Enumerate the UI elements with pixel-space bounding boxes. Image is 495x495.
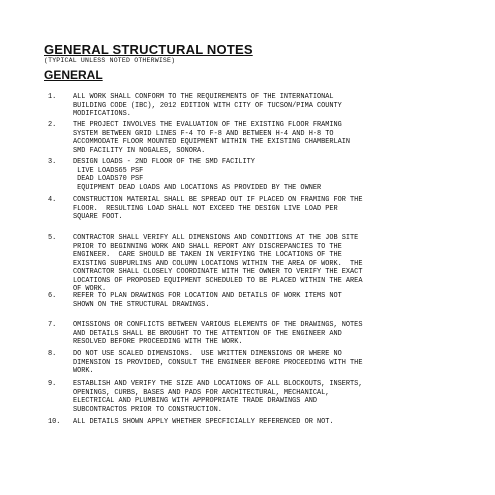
note-text	[73, 418, 423, 427]
note-line: BUILDING CODE (IBC), 2012 EDITION WITH CITY OF TUCSON/PIMA COUNTY	[73, 101, 342, 110]
note-line: AND DETAILS SHALL BE BROUGHT TO THE ATTENTION OF THE ENGINEER AND	[73, 329, 342, 338]
note-line: ACCOMMODATE FLOOR MOUNTED EQUIPMENT WITHIN THE EXISTING CHAMBERLAIN	[73, 138, 351, 146]
note-line: SHOWN ON THE STRUCTURAL DRAWINGS.	[73, 300, 210, 309]
note-line: OF WORK.	[73, 285, 107, 293]
note-line: EXISTING SUBPURLINS AND COLUMN LOCATIONS WITHIN THE AREA OF WORK. THE	[73, 259, 363, 268]
note-number: 7.	[48, 321, 57, 329]
note-number: 2.	[48, 121, 57, 129]
note-line: ALL WORK SHALL CONFORM TO THE REQUIREMENTS OF THE INTERNATIONAL	[73, 93, 334, 101]
note-line: OPENINGS, CURBS, BASES AND PADS FOR ARCHITECTURAL, MECHANICAL,	[73, 388, 330, 397]
note-text	[73, 93, 423, 119]
note-text	[73, 196, 423, 222]
note-line: LOCATIONS OF PROPOSED EQUIPMENT SCHEDULED TO BE PLACED WITHIN THE AREA	[73, 276, 363, 285]
note-line: FLOOR. RESULTING LOAD SHALL NOT EXCEED THE DESIGN LIVE LOAD PER	[73, 204, 338, 213]
note-line: DESIGN LOADS - 2ND FLOOR OF THE SMD FACILITY	[73, 158, 255, 166]
note-line: MODIFICATIONS.	[73, 110, 131, 118]
note-line: EQUIPMENT DEAD LOADS AND LOCATIONS AS PROVIDED BY THE OWNER	[73, 183, 322, 192]
note-line: CONSTRUCTION MATERIAL SHALL BE SPREAD OUT IF PLACED ON FRAMING FOR THE	[73, 196, 363, 204]
page-title: GENERAL STRUCTURAL NOTES	[44, 42, 253, 57]
note-line: SQUARE FOOT.	[73, 213, 123, 221]
note-text	[73, 321, 423, 347]
note-line: CONTRACTOR SHALL CLOSELY COORDINATE WITH THE OWNER TO VERIFY THE EXACT	[73, 268, 363, 276]
note-text	[73, 234, 423, 294]
note-number: 3.	[48, 158, 57, 166]
note-number: 4.	[48, 196, 57, 204]
note-line: ELECTRICAL AND PLUMBING WITH APPROPRIATE TRADE DRAWINGS AND	[73, 397, 317, 405]
note-number: 9.	[48, 380, 57, 388]
note-line: SMD FACILITY IN NOGALES, SONORA.	[73, 146, 206, 155]
note-line: DEAD LOADS70 PSF	[73, 175, 144, 183]
note-text	[73, 121, 423, 155]
note-number: 10.	[48, 418, 61, 426]
page-subtitle: (TYPICAL UNLESS NOTED OTHERWISE)	[44, 57, 176, 64]
note-number: 5.	[48, 234, 57, 242]
note-line: RESOLVED BEFORE PROCEEDING WITH THE WORK.	[73, 338, 243, 346]
note-line: LIVE LOADS65 PSF	[73, 166, 144, 175]
note-line: SYSTEM BETWEEN GRID LINES F-4 TO F-8 AND BETWEEN H-4 AND H-8 TO	[73, 129, 334, 138]
note-text	[73, 292, 423, 309]
note-line: REFER TO PLAN DRAWINGS FOR LOCATION AND DETAILS OF WORK ITEMS NOT	[73, 292, 342, 300]
note-number: 6.	[48, 292, 57, 300]
note-line: ALL DETAILS SHOWN APPLY WHETHER SPECFICIALLY REFERENCED OR NOT.	[73, 418, 334, 426]
note-line: PRIOR TO BEGINNING WORK AND SHALL REPORT ANY DISCREPANCIES TO THE	[73, 242, 342, 251]
section-heading-general: GENERAL	[44, 68, 103, 82]
note-line: WORK.	[73, 367, 94, 375]
note-line: THE PROJECT INVOLVES THE EVALUATION OF THE EXISTING FLOOR FRAMING	[73, 121, 342, 129]
note-line: DO NOT USE SCALED DIMENSIONS. USE WRITTEN DIMENSIONS OR WHERE NO	[73, 350, 342, 358]
note-text	[73, 380, 423, 414]
note-text	[73, 350, 423, 376]
note-text	[73, 158, 423, 192]
note-number: 1.	[48, 93, 57, 101]
note-line: SUBCONTRACTOS PRIOR TO CONSTRUCTION.	[73, 405, 222, 414]
note-line: ENGINEER. CARE SHOULD BE TAKEN IN VERIFYING THE LOCATIONS OF THE	[73, 251, 342, 259]
note-line: OMISSIONS OR CONFLICTS BETWEEN VARIOUS ELEMENTS OF THE DRAWINGS, NOTES	[73, 321, 363, 329]
note-line: CONTRACTOR SHALL VERIFY ALL DIMENSIONS AND CONDITIONS AT THE JOB SITE	[73, 234, 359, 242]
note-line: ESTABLISH AND VERIFY THE SIZE AND LOCATIONS OF ALL BLOCKOUTS, INSERTS,	[73, 380, 363, 388]
note-number: 8.	[48, 350, 57, 358]
note-line: DIMENSION IS PROVIDED, CONSULT THE ENGINEER BEFORE PROCEEDING WITH THE	[73, 358, 363, 367]
